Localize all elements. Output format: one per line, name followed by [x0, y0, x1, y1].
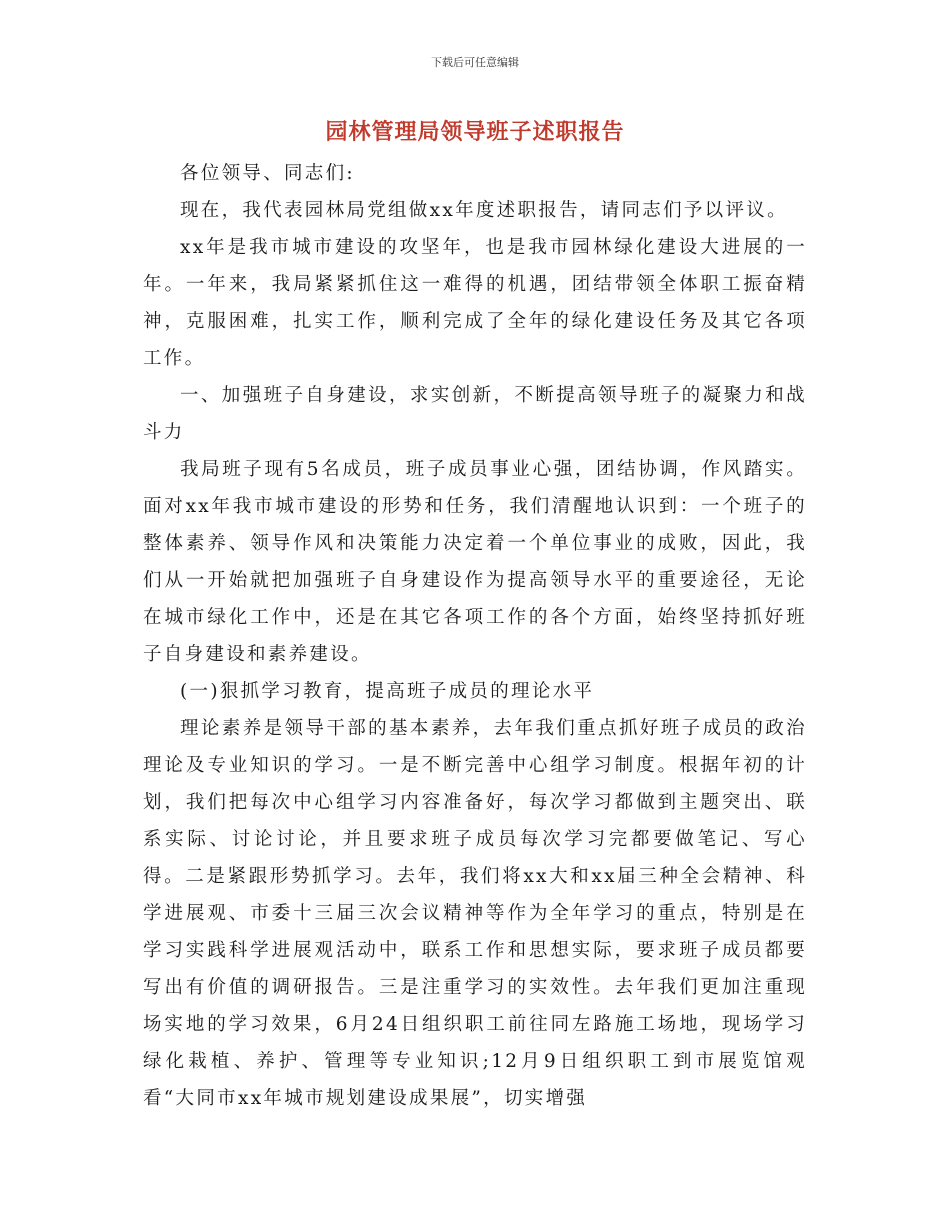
section-heading-1: 一、加强班子自身建设，求实创新，不断提高领导班子的凝聚力和战斗力 — [143, 385, 807, 443]
subsection-heading-1: (一)狠抓学习教育，提高班子成员的理论水平 — [180, 681, 595, 702]
paragraph-greeting: 各位领导、同志们: — [180, 163, 355, 184]
paragraph-intro: 现在，我代表园林局党组做xx年度述职报告，请同志们予以评议。 — [180, 200, 788, 221]
paragraph-team: 我局班子现有5名成员，班子成员事业心强，团结协调，作风踏实。面对xx年我市城市建设的形势和任务，我们清醒地认识到：一个班子的整体素养、领导作风和决策能力决定着一个单位事业的成败，因此，我们从一开始就把加强班子自身建设作为提高领导水平的重要途径，无论在城市绿化工作中，还是在其它各项工作的各个方面，始终坚持抓好班子自身建设和素养建设。 — [143, 459, 807, 665]
document-title: 园林管理局领导班子述职报告 — [325, 119, 625, 145]
paragraph-study: 理论素养是领导干部的基本素养，去年我们重点抓好班子成员的政治理论及专业知识的学习。一是不断完善中心组学习制度。根据年初的计划，我们把每次中心组学习内容准备好，每次学习都做到主题突出、联系实际、讨论讨论，并且要求班子成员每次学习完都要做笔记、写心得。二是紧跟形势抓学习。去年，我们将xx大和xx届三种全会精神、科学进展观、市委十三届三次会议精神等作为全年学习的重点，特别是在学习实践科学进展观活动中，联系工作和思想实际，要求班子成员都要写出有价值的调研报告。三是注重学习的实效性。去年我们更加注重现场实地的学习效果，6月24日组织职工前往同左路施工场地，现场学习绿化栽植、养护、管理等专业知识;12月9日组织职工到市展览馆观看“大同市xx年城市规划建设成果展”，切实增强 — [143, 718, 807, 1109]
document-body — [143, 155, 807, 1117]
header-note: 下载后可任意编辑 — [431, 56, 519, 69]
paragraph-overview: xx年是我市城市建设的攻坚年，也是我市园林绿化建设大进展的一年。一年来，我局紧紧抓住这一难得的机遇，团结带领全体职工振奋精神，克服困难，扎实工作，顺利完成了全年的绿化建设任务及其它各项工作。 — [143, 237, 807, 369]
